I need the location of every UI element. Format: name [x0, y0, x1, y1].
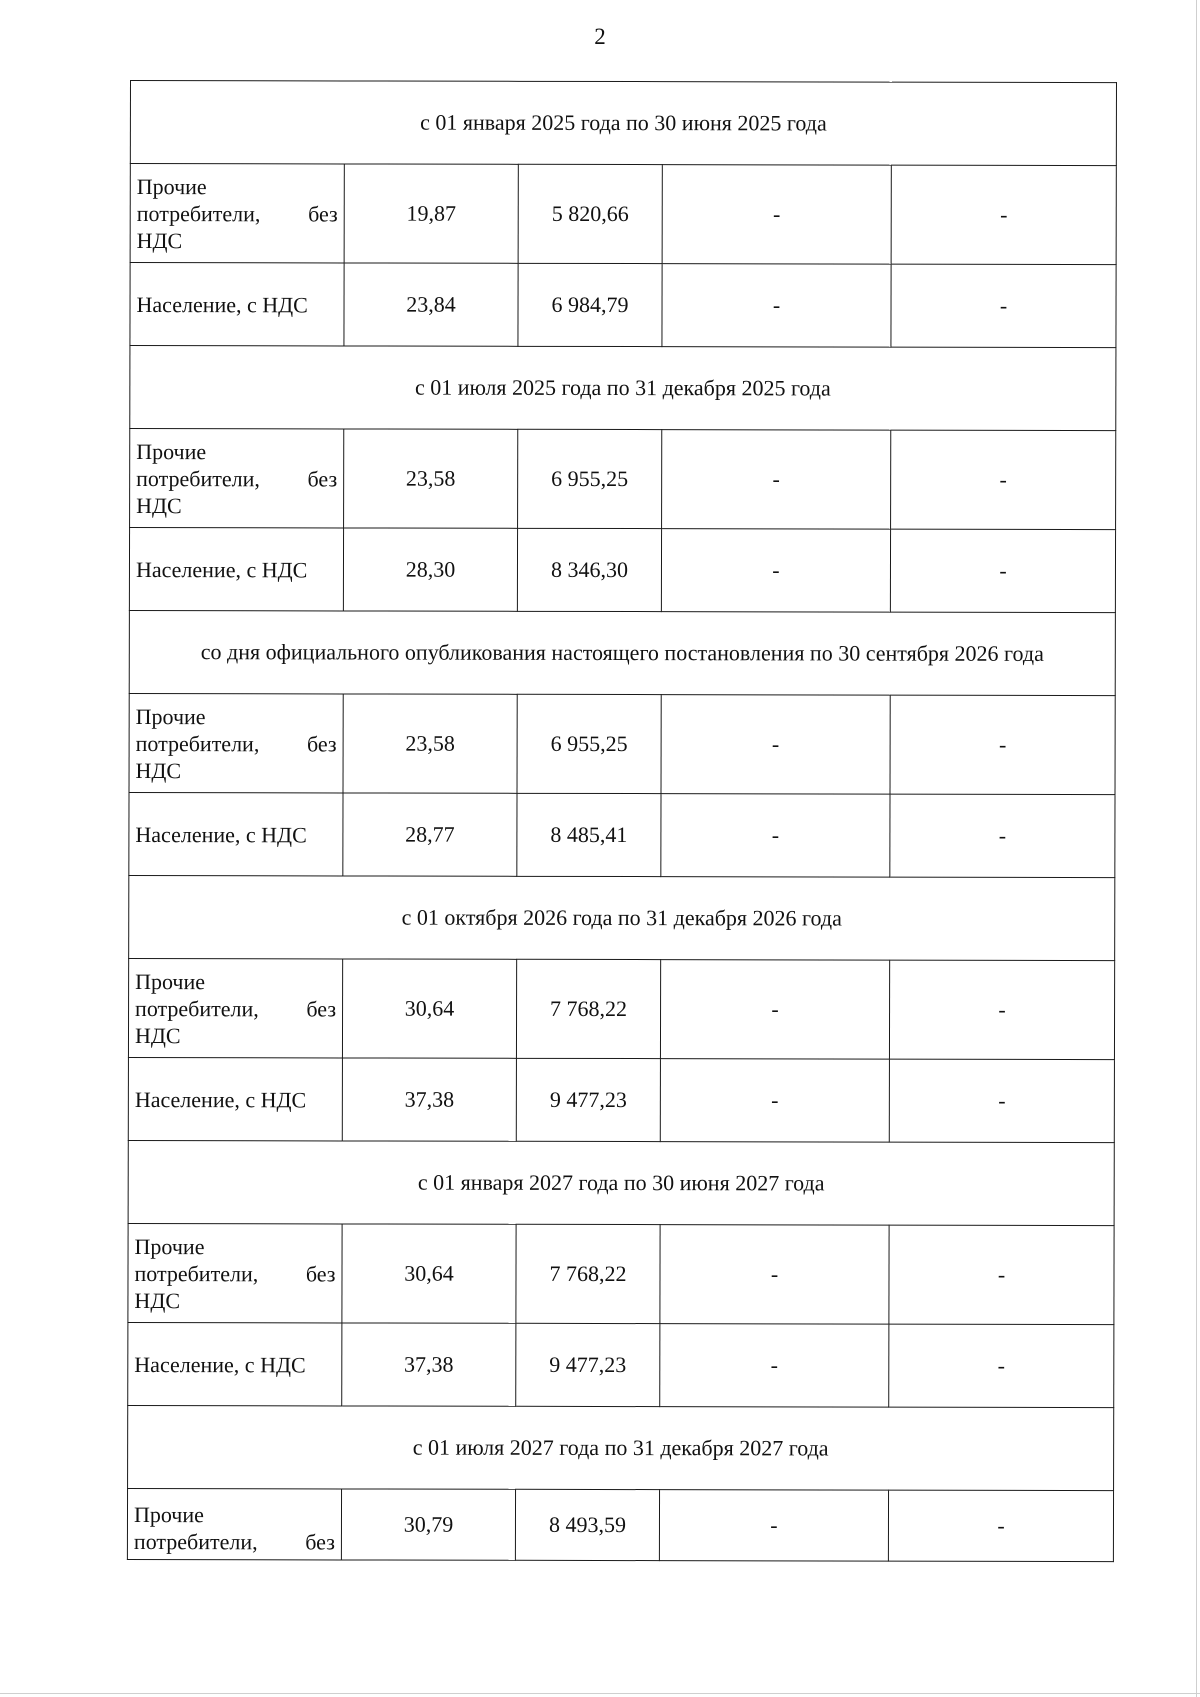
- period-title: с 01 июля 2027 года по 31 декабря 2027 года: [128, 1405, 1114, 1490]
- consumer-label-line: потребители, без: [135, 730, 337, 756]
- scan-edge: [0, 1693, 1200, 1694]
- period-title: с 01 января 2027 года по 30 июня 2027 года: [128, 1140, 1114, 1225]
- empty-value-cell: -: [659, 1490, 888, 1561]
- empty-value-cell: -: [660, 960, 889, 1059]
- table-row-other-consumers: [128, 1223, 1114, 1324]
- empty-value-cell: -: [890, 529, 1115, 612]
- table-row-population: [130, 263, 1116, 348]
- empty-value-cell: -: [662, 264, 891, 347]
- tariff-value-cell: 9 477,23: [516, 1323, 660, 1406]
- empty-value-cell: -: [889, 960, 1114, 1059]
- tariff-value-cell: 23,58: [343, 694, 517, 793]
- consumer-label-line: потребители, без: [134, 1260, 336, 1286]
- empty-value-cell: -: [890, 794, 1115, 877]
- empty-value-cell: -: [889, 1225, 1114, 1324]
- tariff-value-cell: 8 346,30: [517, 528, 661, 611]
- page-number: 2: [594, 24, 606, 49]
- period-header-row: [128, 1140, 1114, 1225]
- table-row-population: [129, 528, 1115, 613]
- consumer-label-line: потребители, без: [135, 995, 337, 1021]
- period-title: со дня официального опубликования настоящего постановления по 30 сентября 2026 года: [129, 610, 1115, 695]
- scan-edge: [1196, 0, 1197, 1697]
- tariff-value-cell: 23,58: [344, 429, 518, 528]
- tariff-value-cell: 9 477,23: [516, 1058, 660, 1141]
- consumer-label-line: Прочие: [135, 968, 206, 994]
- tariff-value-cell: 28,30: [343, 528, 517, 611]
- period-header-row: [130, 81, 1116, 166]
- empty-value-cell: -: [889, 1324, 1114, 1407]
- empty-value-cell: -: [661, 529, 890, 612]
- consumer-label-line: Прочие: [135, 703, 206, 729]
- period-header-row: [129, 875, 1115, 960]
- tariff-value-cell: 19,87: [344, 164, 518, 263]
- consumer-label-line: потребители, без: [136, 465, 338, 491]
- consumer-label-line: НДС: [136, 227, 183, 253]
- consumer-type-cell: [130, 164, 344, 263]
- table-row-population: [128, 1322, 1114, 1407]
- consumer-label-line: Прочие: [133, 1502, 204, 1528]
- empty-value-cell: -: [888, 1490, 1113, 1561]
- consumer-label-line: НДС: [134, 1287, 181, 1313]
- consumer-type-cell: [127, 1488, 341, 1559]
- consumer-label-line: Прочие: [134, 1233, 205, 1259]
- consumer-label-line: Прочие: [136, 438, 207, 464]
- empty-value-cell: -: [891, 264, 1116, 347]
- tariff-value-cell: 5 820,66: [518, 164, 662, 263]
- tariff-value-cell: 8 485,41: [517, 793, 661, 876]
- table-row-other-consumers: [129, 693, 1115, 794]
- consumer-type-cell: Население, с НДС: [128, 1057, 342, 1140]
- empty-value-cell: -: [891, 165, 1116, 264]
- tariff-value-cell: 30,64: [342, 1224, 516, 1323]
- empty-value-cell: -: [891, 430, 1116, 529]
- consumer-type-cell: Население, с НДС: [129, 792, 343, 875]
- empty-value-cell: -: [660, 1059, 889, 1142]
- tariff-value-cell: 28,77: [343, 793, 517, 876]
- period-title: с 01 октября 2026 года по 31 декабря 2026 года: [129, 875, 1115, 960]
- period-header-row: [128, 1405, 1114, 1490]
- consumer-label-line: НДС: [134, 1022, 181, 1048]
- empty-value-cell: -: [661, 695, 890, 794]
- empty-value-cell: -: [661, 794, 890, 877]
- tariff-value-cell: 6 984,79: [518, 263, 662, 346]
- tariff-value-cell: 6 955,25: [517, 694, 661, 793]
- period-header-row: [129, 610, 1115, 695]
- empty-value-cell: -: [660, 1324, 889, 1407]
- consumer-type-cell: [128, 1223, 342, 1322]
- empty-value-cell: -: [889, 1059, 1114, 1142]
- consumer-label-line: потребители, без: [136, 200, 338, 226]
- consumer-label-line: НДС: [135, 757, 182, 783]
- tariff-value-cell: 30,64: [342, 959, 516, 1058]
- consumer-label-line: Прочие: [136, 173, 207, 199]
- table-row-population: [128, 1057, 1114, 1142]
- empty-value-cell: -: [890, 695, 1115, 794]
- tariff-value-cell: 37,38: [342, 1323, 516, 1406]
- consumer-type-cell: [130, 429, 344, 528]
- consumer-type-cell: Население, с НДС: [130, 263, 344, 346]
- table-row-population: [129, 792, 1115, 877]
- table-row-other-consumers: [127, 1488, 1113, 1561]
- tariff-value-cell: 7 768,22: [516, 1224, 660, 1323]
- consumer-type-cell: Население, с НДС: [129, 528, 343, 611]
- consumer-type-cell: Население, с НДС: [128, 1322, 342, 1405]
- period-title: с 01 июля 2025 года по 31 декабря 2025 года: [130, 346, 1116, 431]
- empty-value-cell: -: [660, 1225, 889, 1324]
- consumer-label-line: потребители, без: [133, 1529, 335, 1555]
- empty-value-cell: -: [662, 430, 891, 529]
- tariff-value-cell: 37,38: [342, 1058, 516, 1141]
- tariff-table-body: [127, 81, 1116, 1562]
- period-header-row: [130, 346, 1116, 431]
- tariff-table: [127, 80, 1117, 1562]
- period-title: с 01 января 2025 года по 30 июня 2025 года: [130, 81, 1116, 166]
- tariff-value-cell: 30,79: [341, 1489, 515, 1560]
- table-row-other-consumers: [130, 164, 1116, 265]
- tariff-value-cell: 7 768,22: [516, 959, 660, 1058]
- consumer-type-cell: [129, 693, 343, 792]
- empty-value-cell: -: [662, 165, 891, 264]
- tariff-value-cell: 23,84: [344, 263, 518, 346]
- table-row-other-consumers: [128, 958, 1114, 1059]
- table-row-other-consumers: [130, 429, 1116, 530]
- consumer-label-line: НДС: [136, 492, 182, 518]
- consumer-type-cell: [128, 958, 342, 1057]
- tariff-value-cell: 6 955,25: [518, 429, 662, 528]
- tariff-value-cell: 8 493,59: [515, 1489, 659, 1560]
